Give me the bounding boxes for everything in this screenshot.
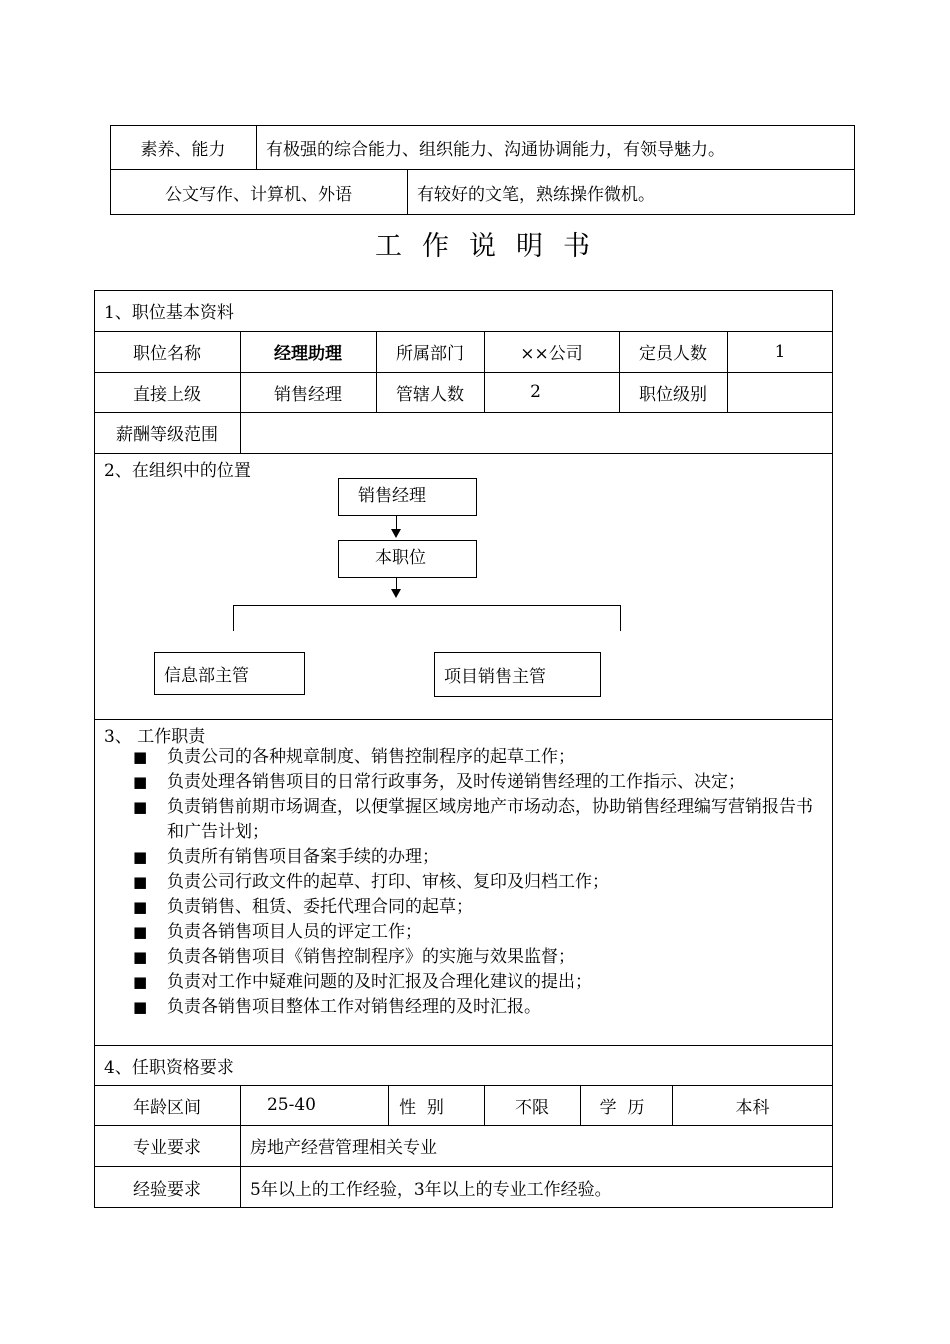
duty-text: 负责所有销售项目备案手续的办理；: [167, 847, 439, 867]
supervisor-value: 销售经理: [274, 384, 342, 405]
divider: [94, 719, 833, 720]
age-value: 25-40: [266, 1095, 316, 1115]
department-value: ××公司: [520, 344, 583, 364]
section4-heading: 4、任职资格要求: [104, 1057, 234, 1078]
org-branch-left: [233, 605, 234, 631]
age-label: 年龄区间: [133, 1097, 201, 1118]
major-value: 房地产经营管理相关专业: [250, 1138, 437, 1158]
section3-heading: 3、 工作职责: [104, 727, 206, 747]
top-table-col-divider-1: [256, 125, 257, 169]
list-item: [133, 945, 833, 970]
bullet-icon: ■: [133, 773, 148, 791]
org-branch-line: [233, 605, 621, 606]
duty-text: 负责各销售项目《销售控制程序》的实施与效果监督；: [167, 947, 575, 967]
org-self-label: 本职位: [375, 548, 426, 568]
section1-heading: 1、职位基本资料: [104, 303, 234, 323]
salary-label: 薪酬等级范围: [116, 425, 218, 445]
headcount-value: 1: [774, 341, 786, 362]
level-label: 职位级别: [639, 384, 707, 405]
experience-value: 5年以上的工作经验，3年以上的专业工作经验。: [250, 1179, 612, 1200]
row2-value: 有较好的文笔，熟练操作微机。: [417, 184, 655, 205]
bullet-icon: ■: [133, 998, 148, 1016]
bullet-icon: ■: [133, 923, 148, 941]
experience-label: 经验要求: [133, 1179, 201, 1200]
bullet-icon: ■: [133, 748, 148, 766]
subordinates-label: 管辖人数: [396, 384, 464, 405]
list-item: [133, 995, 833, 1020]
department-label: 所属部门: [396, 344, 464, 364]
duty-text: 负责公司的各种规章制度、销售控制程序的起草工作；: [167, 747, 575, 767]
subordinates-value: 2: [530, 382, 541, 402]
list-item: [133, 895, 833, 920]
level-value: [727, 372, 833, 412]
salary-value: [250, 412, 820, 453]
section2-heading: 2、在组织中的位置: [104, 461, 251, 481]
duty-text: 负责公司行政文件的起草、打印、审核、复印及归档工作；: [167, 872, 609, 892]
bullet-icon: ■: [133, 848, 148, 866]
row2-label: 公文写作、计算机、外语: [165, 184, 352, 205]
duty-text: 负责各销售项目人员的评定工作；: [167, 922, 422, 942]
divider: [94, 453, 833, 454]
list-item: [133, 770, 833, 795]
duty-text: 负责各销售项目整体工作对销售经理的及时汇报。: [167, 997, 541, 1017]
headcount-label: 定员人数: [639, 344, 707, 364]
arrow-down-icon: [391, 589, 401, 598]
supervisor-label: 直接上级: [133, 384, 201, 405]
org-left-label: 信息部主管: [164, 666, 249, 686]
gender-value: 不限: [515, 1097, 549, 1118]
education-value: 本科: [735, 1097, 770, 1118]
list-item: [133, 745, 833, 770]
org-right-label: 项目销售主管: [444, 667, 546, 687]
top-table-col-divider-2: [407, 169, 408, 215]
list-item: [133, 795, 833, 844]
bullet-icon: ■: [133, 898, 148, 916]
duty-text: 负责处理各销售项目的日常行政事务，及时传递销售经理的工作指示、决定；: [167, 772, 745, 792]
bullet-icon: ■: [133, 873, 148, 891]
list-item: [133, 920, 833, 945]
position-name-value: 经理助理: [274, 344, 342, 364]
duty-text: 负责销售、租赁、委托代理合同的起草；: [167, 897, 473, 917]
major-label: 专业要求: [133, 1138, 201, 1158]
bullet-icon: ■: [133, 973, 148, 991]
row1-label: 素养、能力: [140, 139, 226, 160]
duty-text: 负责对工作中疑难问题的及时汇报及合理化建议的提出；: [167, 972, 592, 992]
page-title: 工作说明书: [375, 231, 610, 262]
position-name-label: 职位名称: [133, 344, 201, 364]
arrow-down-icon: [391, 529, 401, 538]
list-item: [133, 970, 833, 995]
org-top-label: 销售经理: [358, 486, 426, 506]
education-label: 学 历: [599, 1097, 645, 1118]
gender-label: 性 别: [399, 1097, 444, 1118]
bullet-icon: ■: [133, 798, 148, 816]
row1-value: 有极强的综合能力、组织能力、沟通协调能力，有领导魅力。: [266, 139, 725, 160]
bullet-icon: ■: [133, 948, 148, 966]
list-item: [133, 845, 833, 870]
duty-text: 负责销售前期市场调查，以便掌握区域房地产市场动态，协助销售经理编写营销报告书和广告计划；: [167, 797, 813, 842]
org-branch-right: [620, 605, 621, 631]
list-item: [133, 870, 833, 895]
